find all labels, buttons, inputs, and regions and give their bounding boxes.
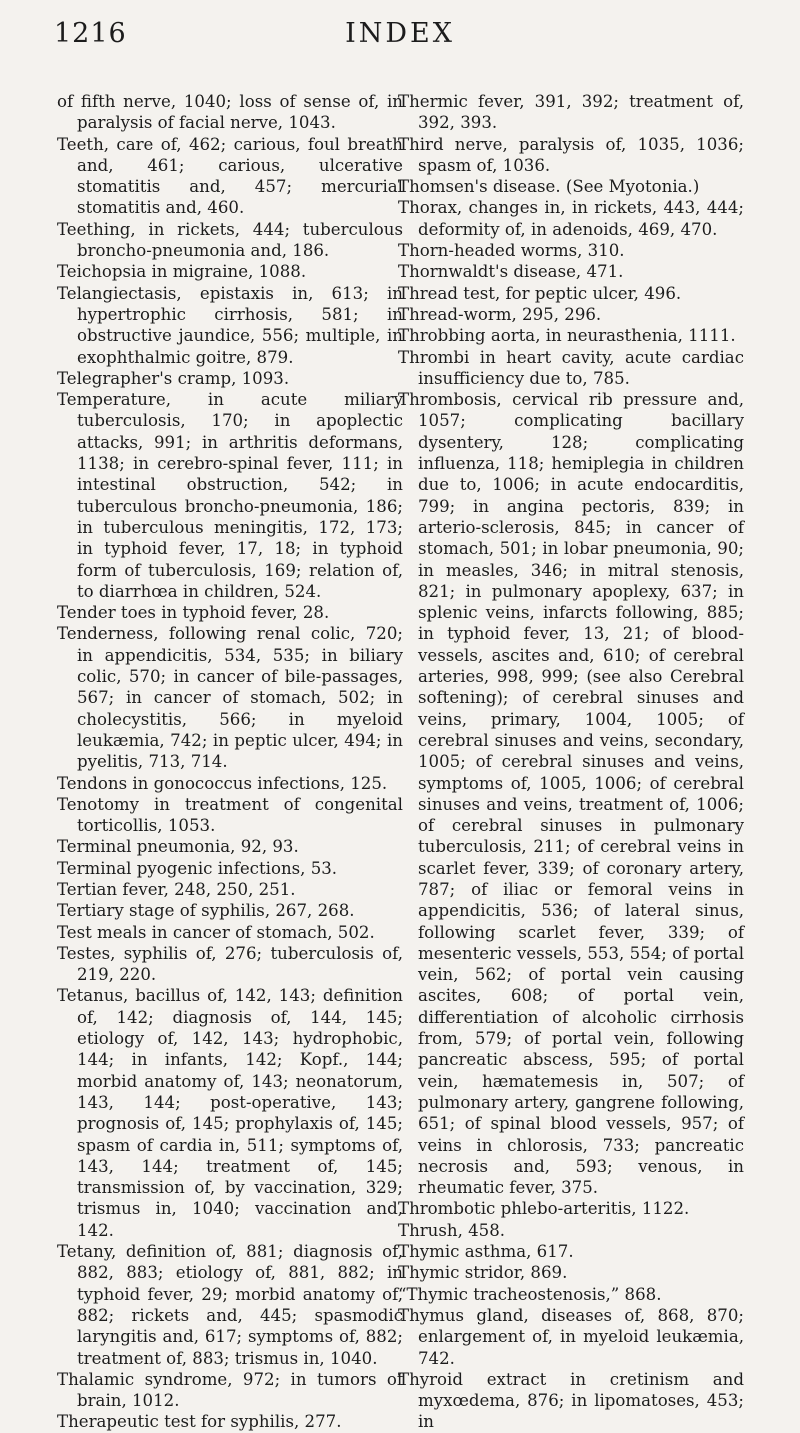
index-entry: Tetany, definition of, 881; diagnosis of, 882, 883; etiology of, 881, 882; in typhoid fever, 29; morbid anatomy of, 882; rickets and, 445; spasmodic laryngitis and, 617; symptoms of, 882; treatment of, 883; trismus in, 1040. <box>57 1242 403 1368</box>
right-column <box>398 91 744 1433</box>
page-header <box>0 18 800 58</box>
index-entry: Thorax, changes in, in rickets, 443, 444; deformity of, in adenoids, 469, 470. <box>398 198 744 239</box>
index-entry: Teeth, care of, 462; carious, foul breath and, 461; carious, ulcerative stomatitis and, 457; mercurial stomatitis and, 460. <box>57 134 403 218</box>
index-entry: Tender toes in typhoid fever, 28. <box>57 603 330 623</box>
index-entry: Thermic fever, 391, 392; treatment of, 392, 393. <box>398 92 744 133</box>
index-entry: Telegrapher's cramp, 1093. <box>57 368 290 388</box>
index-entry: Thymic asthma, 617. <box>398 1242 574 1262</box>
index-entry: Thorn-headed worms, 310. <box>398 241 625 261</box>
index-entry: Temperature, in acute miliary tuberculosis, 170; in apoplectic attacks, 991; in arthritis deformans, 1138; in cerebro-spinal fever, 111; in intestinal obstruction, 542; in tuberculous broncho-pneumonia, 186; in tuberculous meningitis, 172, 173; in typhoid fever, 17, 18; in typhoid form of tuberculosis, 169; relation of, to diarrhœa in children, 524. <box>57 390 403 601</box>
index-entry: Telangiectasis, epistaxis in, 613; in hypertrophic cirrhosis, 581; in obstructive jaundice, 556; multiple, in exophthalmic goitre, 879. <box>57 283 403 367</box>
index-entry: Teichopsia in migraine, 1088. <box>57 262 307 282</box>
index-entry: Thrombotic phlebo-arteritis, 1122. <box>398 1199 690 1219</box>
index-entry: Third nerve, paralysis of, 1035, 1036; spasm of, 1036. <box>398 134 744 175</box>
index-entry: Thymus gland, diseases of, 868, 870; enlargement of, in myeloid leukæmia, 742. <box>398 1305 744 1368</box>
index-entry: Thyroid extract in cretinism and myxœdema, 876; in lipomatoses, 453; in <box>398 1369 744 1432</box>
index-entry: Teething, in rickets, 444; tuberculous broncho-pneumonia and, 186. <box>57 219 403 261</box>
index-entry: Tenderness, following renal colic, 720; in appendicitis, 534, 535; in biliary colic, 570; in cancer of bile-passages, 567; in cancer of stomach, 502; in cholecystitis, 566; in myeloid leukæmia, 742; in peptic ulcer, 494; in pyelitis, 713, 714. <box>57 624 403 772</box>
index-entry: Terminal pneumonia, 92, 93. <box>57 837 299 857</box>
index-entry: Test meals in cancer of stomach, 502. <box>57 922 375 942</box>
index-entry: Thrombosis, cervical rib pressure and, 1057; complicating bacillary dysentery, 128; complicating influenza, 118; hemiplegia in children due to, 1006; in acute endocarditis, 799; in angina pectoris, 839; in arterio-sclerosis, 845; in cancer of stomach, 501; in lobar pneumonia, 90; in measles, 346; in mitral stenosis, 821; in pulmonary apoplexy, 637; in splenic veins, infarcts following, 885; in typhoid fever, 13, 21; of blood-vessels, ascites and, 610; of cerebral arteries, 998, 999; (see also Cerebral softening); of cerebral sinuses and veins, primary, 1004, 1005; of cerebral sinuses and veins, secondary, 1005; of cerebral sinuses and veins, symptoms of, 1005, 1006; of cerebral sinuses and veins, treatment of, 1006; of cerebral sinuses in pulmonary tuberculosis, 211; of cerebral veins in scarlet fever, 339; of coronary artery, 787; of iliac or femoral veins in appendicitis, 536; of lateral sinus, following scarlet fever, 339; of mesenteric vessels, 553, 554; of portal vein, 562; of portal vein causing ascites, 608; of portal vein, differentiation of alcoholic cirrhosis from, 579; of portal vein, following pancreatic abscess, 595; of portal vein, hæmatemesis in, 507; of pulmonary artery, gangrene following, 651; of spinal blood vessels, 957; of veins in chlorosis, 733; pancreatic necrosis and, 593; venous, in rheumatic fever, 375. <box>398 390 744 1198</box>
index-entry: Thomsen's disease. (See Myotonia.) <box>398 177 700 197</box>
index-entry: Throbbing aorta, in neurasthenia, 1111. <box>398 326 736 346</box>
index-entry: Thread-worm, 295, 296. <box>398 304 602 324</box>
index-entry: Testes, syphilis of, 276; tuberculosis of, 219, 220. <box>57 943 403 985</box>
index-entry: Thrush, 458. <box>398 1220 506 1240</box>
index-entry: Tendons in gonococcus infections, 125. <box>57 773 388 793</box>
index-entry: Tenotomy in treatment of congenital torticollis, 1053. <box>57 794 403 836</box>
index-entry: of fifth nerve, 1040; loss of sense of, in paralysis of facial nerve, 1043. <box>57 92 403 133</box>
index-entry: Tertiary stage of syphilis, 267, 268. <box>57 901 355 921</box>
index-entry: Thrombi in heart cavity, acute cardiac insufficiency due to, 785. <box>398 347 744 388</box>
index-entry: “Thymic tracheostenosis,” 868. <box>398 1284 662 1304</box>
page-number: 1216 <box>54 18 127 49</box>
index-entry: Therapeutic test for syphilis, 277. <box>57 1412 342 1432</box>
index-entry: Tetanus, bacillus of, 142, 143; definition of, 142; diagnosis of, 144, 145; etiology of, 142, 143; hydrophobic, 144; in infants, 142; Kopf., 144; morbid anatomy of, 143; neonatorum, 143, 144; post-operative, 143; prognosis of, 145; prophylaxis of, 145; spasm of cardia in, 511; symptoms of, 143, 144; treatment of, 145; transmission of, by vaccination, 329; trismus in, 1040; vaccination and, 142. <box>57 986 403 1240</box>
running-head: INDEX <box>345 18 455 49</box>
index-entry: Thalamic syndrome, 972; in tumors of brain, 1012. <box>57 1369 403 1411</box>
index-entry: Terminal pyogenic infections, 53. <box>57 858 338 878</box>
index-entry: Tertian fever, 248, 250, 251. <box>57 879 296 899</box>
index-entry: Thymic stridor, 869. <box>398 1263 568 1283</box>
index-entry: Thread test, for peptic ulcer, 496. <box>398 283 682 303</box>
index-entry: Thornwaldt's disease, 471. <box>398 262 624 282</box>
left-column <box>57 91 403 1433</box>
